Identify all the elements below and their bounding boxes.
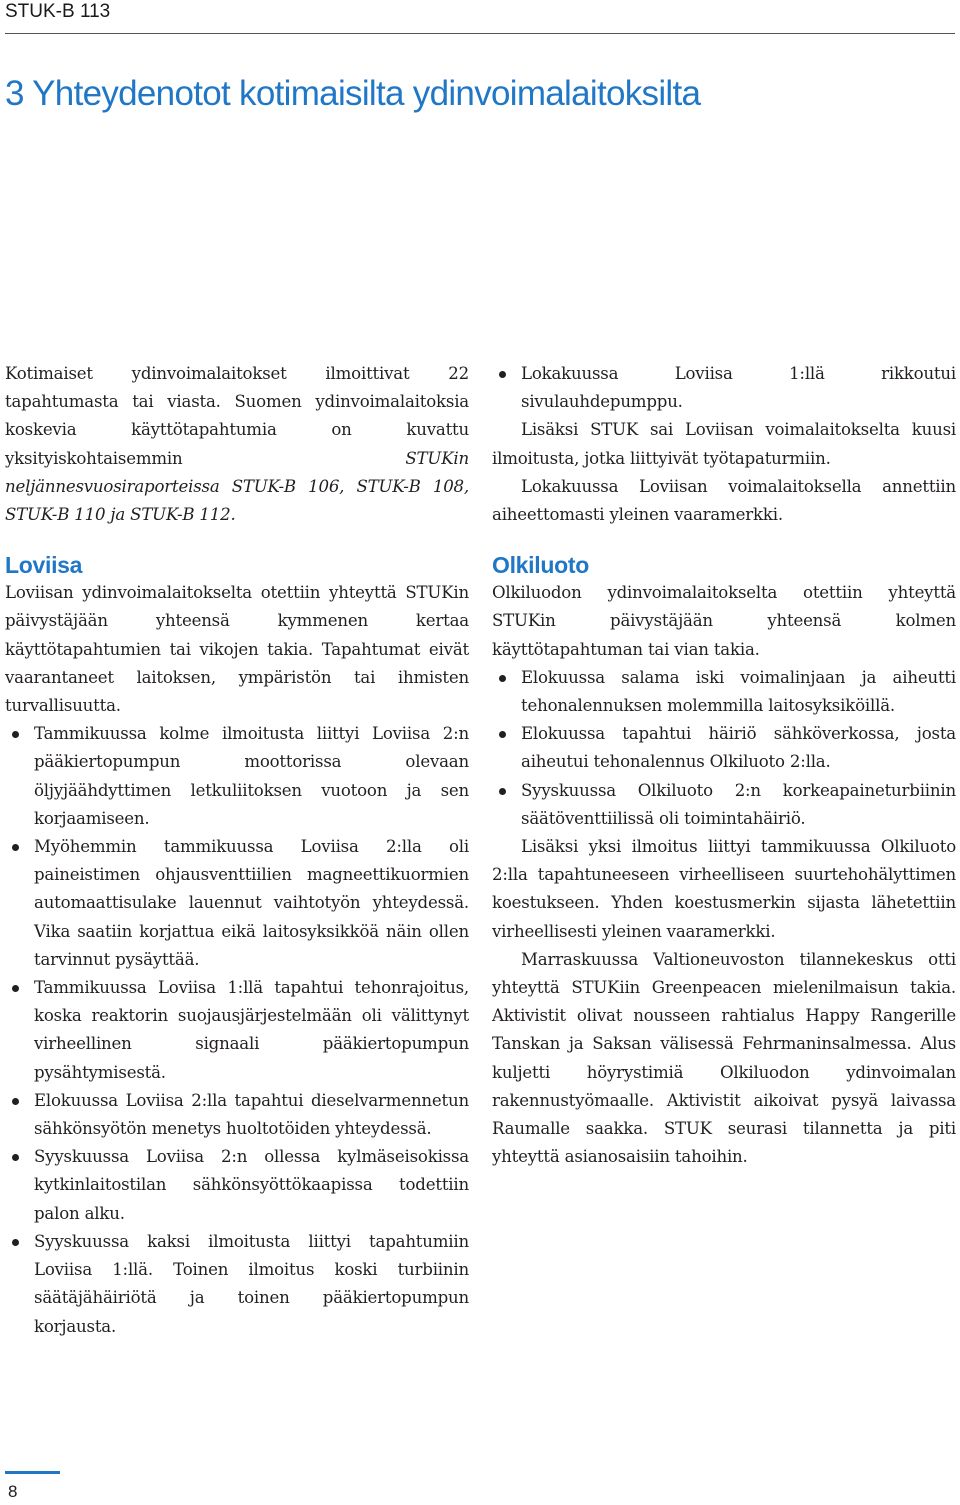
loviisa-intro: Loviisan ydinvoimalaitokselta otettiin yhteyttä STUKin päivystäjään yhteensä kymmenen kertaa käyttötapahtumien tai vikojen takia. Tapahtumat eivät vaarantaneet laitoksen, ympäristön tai ihmisten turvallisuutta. xyxy=(5,583,469,716)
list-item xyxy=(5,1228,469,1341)
loviisa-alarm-paragraph: Lokakuussa Loviisan voimalaitoksella annettiin aiheettomasti yleinen vaaramerkki. xyxy=(492,476,956,525)
list-item-text: Lokakuussa Loviisa 1:llä rikkoutui sivulauhdepumppu. xyxy=(521,364,956,412)
intro-text: Kotimaiset ydinvoimalaitokset ilmoittivat 22 tapahtumasta tai viasta. Suomen ydinvoimalaitoksia koskevia käyttötapahtumia on kuvattu yksityiskohtaisemmin xyxy=(5,364,469,468)
list-item xyxy=(492,664,956,720)
intro-italic-reference: STUKin neljännesvuosiraporteissa STUK-B 106, STUK-B 108, STUK-B 110 ja STUK-B 112. xyxy=(5,448,469,525)
bullet-icon xyxy=(12,1098,19,1105)
header-rule xyxy=(5,33,955,34)
list-item-text: Tammikuussa kolme ilmoitusta liittyi Loviisa 2:n pääkiertopumpun moottorissa olevaan öljyjäähdyttimen letkuliitoksen vuotoon ja sen korjaamiseen. xyxy=(34,724,469,828)
loviisa-event-list xyxy=(5,720,469,1340)
list-item-text: Elokuussa Loviisa 2:lla tapahtui dieselvarmennetun sähkönsyötön menetys huoltotöiden yhteydessä. xyxy=(34,1090,469,1139)
loviisa-accidents-paragraph: Lisäksi STUK sai Loviisan voimalaitokselta kuusi ilmoitusta, jotka liittyivät työtapaturmiin. xyxy=(492,420,956,468)
olkiluoto-alarm-test-paragraph: Lisäksi yksi ilmoitus liittyi tammikuussa Olkiluoto 2:lla tapahtuneeseen virheelliseen suurtehohälyttimen koestukseen. Yhden koestusmerkin sijasta lähetettiin virheellisesti yleinen vaaramerkki. xyxy=(492,837,956,941)
olkiluoto-intro: Olkiluodon ydinvoimalaitokselta otettiin yhteyttä STUKin päivystäjään yhteensä kolmen käyttötapahtuman tai vian takia. xyxy=(492,583,956,659)
right-column xyxy=(492,360,956,1171)
list-item xyxy=(5,1143,469,1228)
bullet-icon xyxy=(12,985,19,992)
list-item xyxy=(5,974,469,1087)
bullet-icon xyxy=(12,1239,19,1246)
intro-paragraph xyxy=(5,360,469,529)
list-item-text: Syyskuussa kaksi ilmoitusta liittyi tapahtumiin Loviisa 1:llä. Toinen ilmoitus koski turbiinin säätäjähäiriötä ja toinen pääkiertopumpun korjausta. xyxy=(34,1231,469,1336)
list-item xyxy=(492,360,956,416)
bullet-icon xyxy=(499,371,506,378)
bullet-icon xyxy=(499,788,506,795)
section-heading-olkiluoto: Olkiluoto xyxy=(492,552,589,579)
bullet-icon xyxy=(499,675,506,682)
footer-rule xyxy=(5,1471,60,1474)
olkiluoto-event-list xyxy=(492,664,956,833)
list-item-text: Elokuussa salama iski voimalinjaan ja aiheutti tehonalennuksen molemmilla laitosyksiköillä. xyxy=(521,667,956,716)
greenpeace-paragraph: Marraskuussa Valtioneuvoston tilannekeskus otti yhteyttä STUKiin Greenpeacen mielenilmaisun takia. Aktivistit olivat nousseen rahtialus Happy Rangerille Tanskan ja Saksan välisessä Fehrmaninsalmessa. Alus kuljetti höyrystimiä Olkiluodon ydinvoimalan rakennustyömaalle. Aktivistit aikoivat pysyä laivassa Raumalle saakka. STUK seurasi tilannetta ja piti yhteyttä asianosaisiin tahoihin. xyxy=(492,949,956,1167)
list-item-text: Syyskuussa Olkiluoto 2:n korkeapaineturbiinin säätöventtiilissä oli toimintahäiriö. xyxy=(521,780,956,828)
list-item-text: Elokuussa tapahtui häiriö sähköverkossa, josta aiheutui tehonalennus Olkiluoto 2:lla. xyxy=(521,724,956,772)
list-item-text: Tammikuussa Loviisa 1:llä tapahtui tehonrajoitus, koska reaktorin suojausjärjestelmään oli välittynyt virheellinen signaali pääkiertopumpun pysähtymisestä. xyxy=(34,978,469,1082)
bullet-icon xyxy=(12,844,19,851)
list-item xyxy=(5,720,469,833)
bullet-icon xyxy=(499,731,506,738)
list-item xyxy=(492,720,956,776)
chapter-title: 3 Yhteydenotot kotimaisilta ydinvoimalaitoksilta xyxy=(5,74,701,113)
running-header: STUK-B 113 xyxy=(5,1,111,22)
list-item xyxy=(5,1087,469,1143)
bullet-icon xyxy=(12,731,19,738)
loviisa-event-list-continued xyxy=(492,360,956,416)
list-item-text: Myöhemmin tammikuussa Loviisa 2:lla oli paineistimen ohjausventtiilien magneettikuormien automaattisulake lauennut vaihtotyön yhteydessä. Vika saatiin korjattua eikä laitosyksikköä näin ollen tarvinnut pysäyttää. xyxy=(34,837,469,969)
bullet-icon xyxy=(12,1154,19,1161)
list-item xyxy=(5,833,469,974)
page-number: 8 xyxy=(8,1482,18,1501)
left-column xyxy=(5,360,469,1341)
list-item xyxy=(492,777,956,833)
list-item-text: Syyskuussa Loviisa 2:n ollessa kylmäseisokissa kytkinlaitostilan sähkönsyöttökaapissa todettiin palon alku. xyxy=(34,1147,469,1223)
section-heading-loviisa: Loviisa xyxy=(5,552,83,579)
